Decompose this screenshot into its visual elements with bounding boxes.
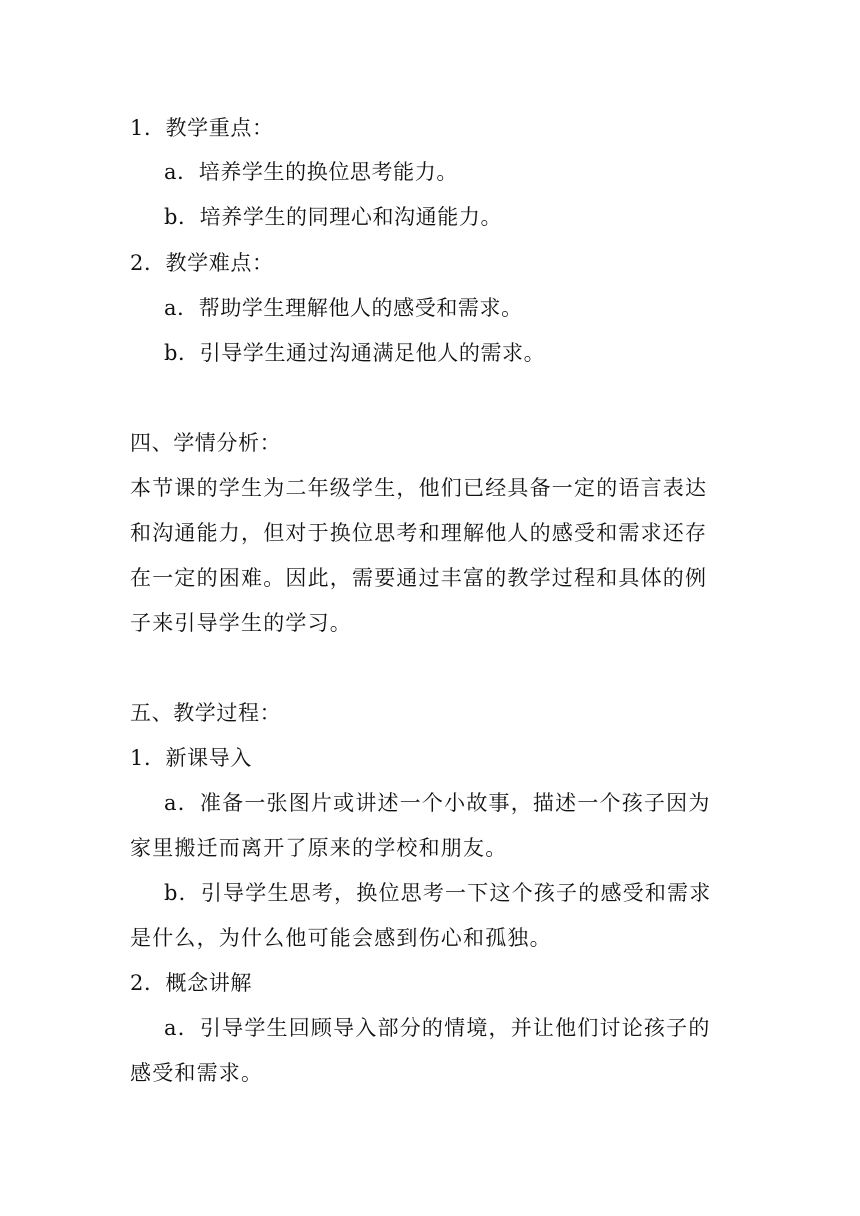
difficulty-b: b．引导学生通过沟通满足他人的需求。 [164,341,546,365]
teaching-process-heading: 五、教学过程： [130,701,282,725]
key-point-a: a．培养学生的换位思考能力。 [164,160,458,184]
student-analysis-line-1: 本节课的学生为二年级学生，他们已经具备一定的语言表达 [130,476,708,500]
student-analysis-line-3: 在一定的困难。因此，需要通过丰富的教学过程和具体的例 [130,566,708,590]
student-analysis-line-4: 子来引导学生的学习。 [130,611,352,635]
key-point-b: b．培养学生的同理心和沟通能力。 [164,205,503,229]
step-2-a-line-1: a．引导学生回顾导入部分的情境，并让他们讨论孩子的 [164,1016,711,1040]
student-analysis-heading: 四、学情分析： [130,431,282,455]
step-2-a-line-2: 感受和需求。 [130,1061,264,1085]
step-2-heading: 2．概念讲解 [130,971,252,995]
step-1-a-line-2: 家里搬迁而离开了原来的学校和朋友。 [130,836,508,860]
difficulty-a: a．帮助学生理解他人的感受和需求。 [164,296,523,320]
key-points-heading: 1．教学重点： [130,116,274,140]
student-analysis-line-2: 和沟通能力，但对于换位思考和理解他人的感受和需求还存 [130,521,708,545]
step-1-heading: 1．新课导入 [130,746,252,770]
step-1-b-line-1: b．引导学生思考，换位思考一下这个孩子的感受和需求 [164,881,712,905]
step-1-a-line-1: a．准备一张图片或讲述一个小故事，描述一个孩子因为 [164,791,711,815]
step-1-b-line-2: 是什么，为什么他可能会感到伤心和孤独。 [130,926,552,950]
difficulties-heading: 2．教学难点： [130,251,274,275]
